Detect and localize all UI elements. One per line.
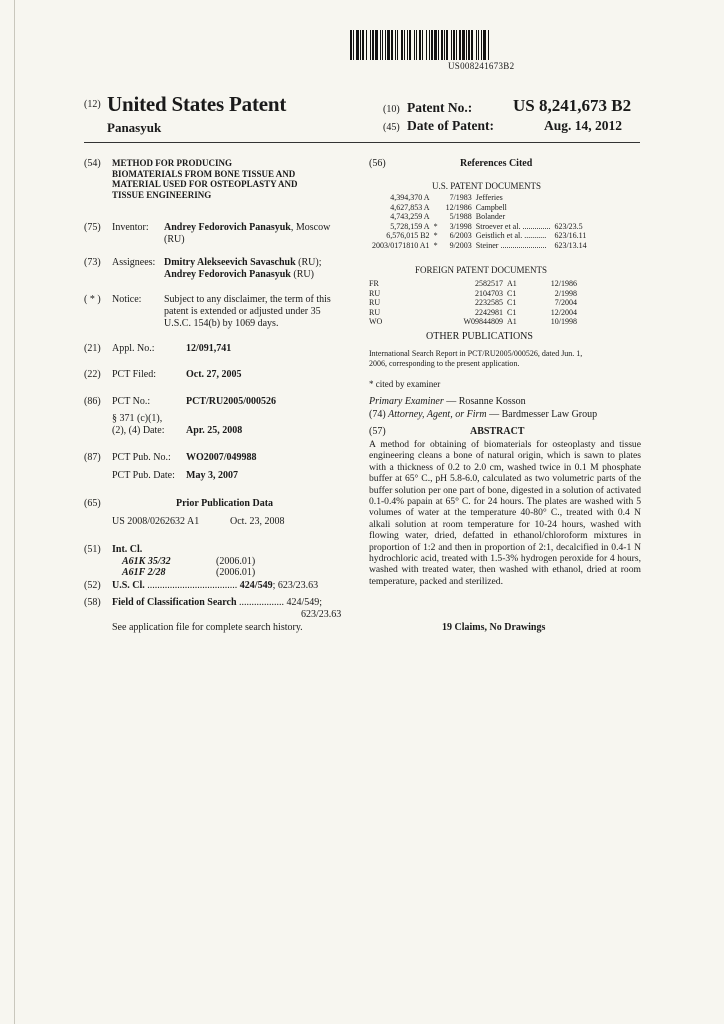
foreign-doc-date: 2/1998 xyxy=(554,288,577,298)
attorney xyxy=(369,409,597,421)
header-divider xyxy=(84,142,640,143)
barcode-bar xyxy=(489,30,491,60)
foreign-doc-country: WO xyxy=(369,317,383,326)
us-doc-class xyxy=(552,193,588,203)
foreign-doc-number: 2242981 xyxy=(475,307,503,317)
inventor-surname: Panasyuk xyxy=(107,120,162,135)
pct-filed-label: PCT Filed: xyxy=(112,369,156,380)
foreign-doc-row xyxy=(367,317,579,327)
prior-pub-date: Oct. 23, 2008 xyxy=(230,516,285,527)
us-cl-label: U.S. Cl. xyxy=(112,580,145,591)
int-cl-version: (2006.01) xyxy=(216,567,256,578)
foreign-doc-row xyxy=(367,279,579,289)
us-doc-star: * xyxy=(433,221,438,231)
attorney-name: — Bardmesser Law Group xyxy=(486,409,598,420)
us-doc-name: Stroever et al. .............. xyxy=(475,221,551,231)
primary-examiner xyxy=(369,396,526,408)
references-cited-title: References Cited xyxy=(460,158,533,169)
barcode-number: US008241673B2 xyxy=(448,61,515,71)
pct-number: PCT/RU2005/000526 xyxy=(186,396,276,407)
notice-line: Subject to any disclaimer, the term of this xyxy=(164,294,331,305)
assignees-value xyxy=(164,257,354,281)
inventor-location: , Moscow xyxy=(290,222,331,233)
assignee-name: Andrey Fedorovich Panasyuk xyxy=(164,269,291,280)
us-cl-secondary: ; 623/23.63 xyxy=(272,580,319,591)
field-search xyxy=(112,597,322,609)
foreign-doc-number: 2582517 xyxy=(475,279,503,288)
prior-pub-title: Prior Publication Data xyxy=(176,498,274,509)
notice-label: Notice: xyxy=(112,294,142,305)
int-cl-code: (51) xyxy=(84,544,101,555)
int-cl-class: A61F 2/28 xyxy=(122,567,166,578)
s371-date: Apr. 25, 2008 xyxy=(186,425,243,436)
field-search-value: 623/23.63 xyxy=(301,609,342,620)
us-doc-star xyxy=(432,193,444,203)
s371-line: § 371 (c)(1), xyxy=(112,413,163,424)
us-doc-name: Steiner ....................... xyxy=(475,240,547,250)
foreign-doc-kind: A1 xyxy=(507,317,517,326)
title-line: METHOD FOR PRODUCING xyxy=(112,158,232,168)
title-line: BIOMATERIALS FROM BONE TISSUE AND xyxy=(112,168,296,179)
us-doc-class: 623/23.5 xyxy=(554,221,583,231)
us-doc-name: Campbell xyxy=(475,202,507,212)
page-edge xyxy=(14,0,15,1024)
invention-title xyxy=(112,158,352,200)
notice-code: ( * ) xyxy=(84,294,101,305)
date-of-patent: Aug. 14, 2012 xyxy=(544,118,623,133)
foreign-doc-date: 12/1986 xyxy=(550,279,577,288)
pub-date: May 3, 2007 xyxy=(186,470,238,481)
inventor-value xyxy=(164,222,354,246)
us-doc-number: 4,743,259 A xyxy=(390,212,430,221)
foreign-doc-number: 2232585 xyxy=(475,298,503,307)
us-doc-name: Geistlich et al. ........... xyxy=(475,231,547,240)
prior-pub-number: US 2008/0262632 A1 xyxy=(112,516,200,527)
foreign-doc-kind: C1 xyxy=(507,298,517,307)
assignees-code: (73) xyxy=(84,257,101,268)
us-cl-code: (52) xyxy=(84,580,101,591)
primary-examiner-name: — Rosanne Kosson xyxy=(443,396,526,407)
foreign-doc-row xyxy=(367,308,579,318)
foreign-doc-number: 2104703 xyxy=(475,288,503,298)
title-line: MATERIAL USED FOR OSTEOPLASTY AND xyxy=(112,179,298,189)
us-doc-star xyxy=(432,212,444,222)
appl-label: Appl. No.: xyxy=(112,343,155,354)
foreign-doc-kind: C1 xyxy=(507,307,517,317)
title-line: TISSUE ENGINEERING xyxy=(112,189,212,200)
us-doc-row xyxy=(370,231,589,241)
assignee-country: (RU); xyxy=(295,257,322,268)
us-doc-class xyxy=(552,212,588,222)
us-doc-star xyxy=(432,203,444,213)
us-doc-class xyxy=(552,203,588,213)
us-doc-star: * xyxy=(433,240,438,250)
pub-no-label: PCT Pub. No.: xyxy=(112,452,171,463)
other-publication-line: International Search Report in PCT/RU2005/000526, dated Jun. 1, xyxy=(369,349,583,358)
int-cl-version: (2006.01) xyxy=(216,556,256,567)
assignee-name: Dmitry Alekseevich Savaschuk xyxy=(164,257,296,268)
foreign-patent-docs-table xyxy=(367,279,579,327)
foreign-doc-kind: A1 xyxy=(507,279,517,288)
us-doc-date: 6/2003 xyxy=(449,231,472,240)
us-patent-docs-title: U.S. PATENT DOCUMENTS xyxy=(432,181,542,191)
inventor-code: (75) xyxy=(84,222,101,233)
abstract-text: A method for obtaining of biomaterials for osteoplasty and tissue engineering cleans a bone of natural origin, which is sawn to plates with a thickness of 0.2 to 2.0 cm, washed twice in 0.1 M phosphate buffer at 65° C., pH 5.8-6.0, calculated as two volumetric parts of the buffer solution per one part of bone, digested in a solution of activated 0.1-0.4% papain at 65° C. for 24 hours. The plates are washed with 5 volumes of water at the temperature 40-80° C., treated with 0.4 N alkali solution at room temperature for 10-24 hours, washed with flowing water, dried, defatted in ethanol/chloroform mixtures in proportion of 1:2 and then in proportion of 2:1, decalcified in 0.4-1 N hydrochloric acid, treated with 1.5-3% hydrogen peroxide for 4 hours, washed with treated water, then washed with ethanol, dried at room temperature, packed and sterilized. xyxy=(369,439,641,587)
s371-date-label: (2), (4) Date: xyxy=(112,425,165,436)
us-doc-number: 4,394,370 A xyxy=(390,193,430,202)
prior-pub-code: (65) xyxy=(84,498,101,509)
foreign-doc-date: 10/1998 xyxy=(550,317,577,326)
notice-text xyxy=(164,294,354,330)
other-publications-title: OTHER PUBLICATIONS xyxy=(426,331,533,342)
us-doc-number: 5,728,159 A xyxy=(390,221,430,231)
patent-type-title: United States Patent xyxy=(107,92,287,116)
us-doc-date: 3/1998 xyxy=(449,221,472,231)
pct-no-code: (86) xyxy=(84,396,101,407)
appl-code: (21) xyxy=(84,343,101,354)
pub-number: WO2007/049988 xyxy=(186,452,257,463)
us-doc-date: 7/1983 xyxy=(449,193,472,202)
us-doc-row xyxy=(370,193,589,203)
field-search-code: (58) xyxy=(84,597,101,608)
foreign-doc-country: RU xyxy=(369,288,381,298)
code-12: (12) xyxy=(84,99,101,110)
code-45: (45) xyxy=(383,122,400,133)
us-doc-number: 4,627,853 A xyxy=(390,202,430,212)
foreign-doc-date: 7/2004 xyxy=(554,298,577,307)
us-cl xyxy=(112,580,318,592)
us-doc-star: * xyxy=(433,231,438,240)
patent-number: US 8,241,673 B2 xyxy=(513,96,632,115)
us-doc-date: 5/1988 xyxy=(449,212,472,221)
foreign-doc-country: FR xyxy=(369,279,379,288)
foreign-doc-country: RU xyxy=(369,307,381,317)
field-search-value: 424/549; xyxy=(286,597,323,608)
pub-no-code: (87) xyxy=(84,452,101,463)
abstract-title: ABSTRACT xyxy=(470,426,525,437)
us-doc-date: 9/2003 xyxy=(449,240,472,250)
pct-no-label: PCT No.: xyxy=(112,396,151,407)
search-history-note: See application file for complete search history. xyxy=(112,622,303,633)
appl-number: 12/091,741 xyxy=(186,343,232,354)
other-publication-line: 2006, corresponding to the present application. xyxy=(369,358,520,368)
us-doc-date: 12/1986 xyxy=(445,202,472,212)
us-doc-row xyxy=(370,212,589,222)
foreign-patent-docs-title: FOREIGN PATENT DOCUMENTS xyxy=(415,265,548,275)
attorney-code: (74) xyxy=(369,409,386,420)
code-10: (10) xyxy=(383,104,400,115)
notice-line: U.S.C. 154(b) by 1069 days. xyxy=(164,318,279,329)
assignee-country: (RU) xyxy=(290,269,314,280)
us-doc-name: Jefferies xyxy=(475,193,503,202)
us-doc-row xyxy=(370,222,589,232)
us-doc-row xyxy=(370,241,589,251)
us-doc-class: 623/16.11 xyxy=(554,231,587,240)
int-cl-label: Int. Cl. xyxy=(112,544,143,555)
date-of-patent-label: Date of Patent: xyxy=(407,118,494,133)
us-patent-docs-table xyxy=(370,193,589,250)
int-cl-class: A61K 35/32 xyxy=(122,556,171,567)
inventor-name: Andrey Fedorovich Panasyuk xyxy=(164,222,291,233)
foreign-doc-date: 12/2004 xyxy=(550,307,577,317)
pct-filed-date: Oct. 27, 2005 xyxy=(186,369,242,380)
pub-date-label: PCT Pub. Date: xyxy=(112,470,175,481)
foreign-doc-row xyxy=(367,289,579,299)
claims-summary: 19 Claims, No Drawings xyxy=(442,622,546,633)
leader-dots: .................. xyxy=(239,597,285,608)
attorney-label: Attorney, Agent, or Firm xyxy=(388,409,487,420)
notice-line: patent is extended or adjusted under 35 xyxy=(164,306,321,317)
field-search-label: Field of Classification Search xyxy=(112,597,237,608)
us-doc-number: 2003/0171810 A1 xyxy=(372,240,430,250)
abstract-code: (57) xyxy=(369,426,386,437)
barcode xyxy=(350,30,634,60)
title-code: (54) xyxy=(84,158,101,169)
leader-dots: .................................... xyxy=(147,580,238,591)
foreign-doc-number: W09844809 xyxy=(463,317,503,326)
cited-by-examiner: * cited by examiner xyxy=(369,379,441,389)
inventor-label: Inventor: xyxy=(112,222,149,233)
foreign-doc-country: RU xyxy=(369,298,381,307)
foreign-doc-kind: C1 xyxy=(507,288,517,298)
inventor-country: (RU) xyxy=(164,234,185,245)
patent-no-label: Patent No.: xyxy=(407,100,473,115)
refs-code: (56) xyxy=(369,158,386,169)
us-doc-number: 6,576,015 B2 xyxy=(386,231,430,240)
assignees-label: Assignees: xyxy=(112,257,156,268)
other-publications xyxy=(369,349,639,368)
primary-examiner-label: Primary Examiner xyxy=(369,396,444,407)
us-doc-name: Bolander xyxy=(475,212,506,221)
us-doc-row xyxy=(370,203,589,213)
us-doc-class: 623/13.14 xyxy=(554,240,587,250)
us-cl-value: 424/549 xyxy=(239,580,273,591)
pct-filed-code: (22) xyxy=(84,369,101,380)
foreign-doc-row xyxy=(367,298,579,308)
